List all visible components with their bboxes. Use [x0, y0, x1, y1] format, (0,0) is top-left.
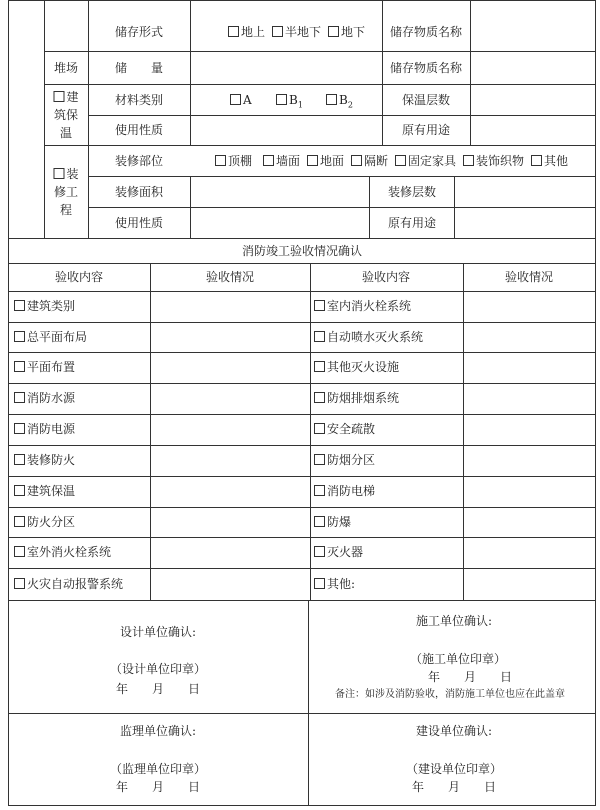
part-wall[interactable]: 墙面 — [263, 154, 300, 168]
checkbox-icon — [53, 91, 64, 102]
decoration-area-label: 装修面积 — [114, 185, 164, 199]
divider — [8, 568, 596, 569]
checkbox-icon — [14, 300, 25, 311]
supervision-seal: （监理单位印章） — [109, 762, 207, 776]
storage-option-above[interactable]: 地上 — [228, 25, 265, 39]
divider — [44, 84, 596, 85]
divider — [308, 600, 309, 806]
checkbox-icon — [14, 361, 25, 372]
acceptance-item[interactable]: 消防电源 — [14, 422, 75, 436]
acceptance-item[interactable]: 室外消火栓系统 — [14, 545, 111, 559]
storage-form-label: 储存形式 — [114, 25, 164, 39]
acceptance-item[interactable]: 防火分区 — [14, 515, 75, 529]
checkbox-icon — [395, 155, 406, 166]
divider — [8, 352, 596, 353]
checkbox-icon — [531, 155, 542, 166]
border-bottom — [8, 805, 596, 806]
acceptance-item[interactable]: 防烟排烟系统 — [314, 391, 399, 405]
storage-option-below[interactable]: 地下 — [328, 25, 365, 39]
design-date: 年 月 日 — [115, 682, 201, 696]
supervision-confirm-label: 监理单位确认: — [119, 724, 197, 738]
design-confirm-label: 设计单位确认: — [119, 625, 197, 639]
storage-option-semi[interactable]: 半地下 — [272, 25, 321, 39]
checkbox-icon — [314, 423, 325, 434]
owner-seal: （建设单位印章） — [405, 762, 503, 776]
checkbox-icon — [326, 94, 337, 105]
checkbox-icon — [314, 578, 325, 589]
divider — [44, 51, 596, 52]
acceptance-item[interactable]: 室内消火栓系统 — [314, 299, 411, 313]
divider — [8, 414, 596, 415]
material-option-a[interactable]: A — [230, 93, 252, 107]
decoration-part-label: 装修部位 — [114, 154, 164, 168]
acceptance-item[interactable]: 安全疏散 — [314, 422, 375, 436]
divider — [190, 0, 191, 145]
divider — [310, 263, 311, 600]
part-ceiling[interactable]: 顶棚 — [215, 154, 252, 168]
col-header-status-left: 验收情况 — [205, 270, 255, 284]
decoration-label-line-1[interactable]: 装 — [53, 167, 78, 181]
acceptance-item[interactable]: 防爆 — [314, 515, 351, 529]
acceptance-item[interactable]: 灭火器 — [314, 545, 363, 559]
checkbox-icon — [14, 546, 25, 557]
acceptance-item[interactable]: 建筑类别 — [14, 299, 75, 313]
construction-note: 备注：如涉及消防验收，消防施工单位也应在此盖章 — [335, 689, 565, 700]
divider — [8, 263, 596, 264]
checkbox-icon — [463, 155, 474, 166]
part-floor[interactable]: 地面 — [307, 154, 344, 168]
divider — [8, 600, 596, 601]
divider — [88, 0, 89, 238]
divider — [8, 238, 596, 239]
acceptance-item[interactable]: 消防水源 — [14, 391, 75, 405]
col-header-content-left: 验收内容 — [54, 270, 104, 284]
construction-date: 年 月 日 — [427, 670, 513, 684]
material-option-b1[interactable]: $B_1$ — [276, 93, 303, 112]
divider — [88, 115, 596, 116]
checkbox-icon — [314, 516, 325, 527]
divider — [8, 507, 596, 508]
divider — [44, 0, 45, 238]
checkbox-icon — [228, 26, 239, 37]
insulation-label-line-2: 筑保 — [53, 108, 79, 122]
divider — [382, 0, 383, 145]
checkbox-icon — [14, 516, 25, 527]
divider — [8, 291, 596, 292]
part-decorative-fabric[interactable]: 装饰织物 — [463, 154, 524, 168]
acceptance-item[interactable]: 其他: — [314, 577, 355, 591]
material-option-b2[interactable]: $B_2$ — [326, 93, 353, 112]
part-fixed-furniture[interactable]: 固定家具 — [395, 154, 456, 168]
part-other[interactable]: 其他 — [531, 154, 568, 168]
divider — [8, 322, 596, 323]
col-header-status-right: 验收情况 — [504, 270, 554, 284]
owner-date: 年 月 日 — [411, 780, 497, 794]
checkbox-icon — [14, 485, 25, 496]
storage-material-label: 储存物质名称 — [389, 25, 463, 39]
supervision-date: 年 月 日 — [115, 780, 201, 794]
checkbox-icon — [14, 392, 25, 403]
decoration-label-line-2: 修工 — [53, 185, 79, 199]
acceptance-item[interactable]: 建筑保温 — [14, 484, 75, 498]
acceptance-item[interactable]: 总平面布局 — [14, 330, 87, 344]
checkbox-icon — [328, 26, 339, 37]
checkbox-icon — [230, 94, 241, 105]
insulation-orig-use-label: 原有用途 — [401, 123, 451, 137]
divider — [463, 263, 464, 600]
insulation-label-line-1[interactable]: 建 — [53, 90, 78, 104]
divider — [470, 0, 471, 145]
checkbox-icon — [314, 331, 325, 342]
storage-amount-label: 储 量 — [114, 61, 164, 75]
decoration-orig-use-label: 原有用途 — [387, 216, 437, 230]
border-left — [8, 0, 9, 806]
divider — [150, 263, 151, 600]
checkbox-icon — [276, 94, 287, 105]
divider — [44, 145, 596, 146]
checkbox-icon — [314, 546, 325, 557]
insulation-use-label: 使用性质 — [114, 123, 164, 137]
checkbox-icon — [307, 155, 318, 166]
yard-label: 堆场 — [53, 61, 79, 75]
border-right — [595, 0, 596, 806]
owner-confirm-label: 建设单位确认: — [415, 724, 493, 738]
acceptance-item[interactable]: 平面布置 — [14, 360, 75, 374]
checkbox-icon — [14, 331, 25, 342]
checkbox-icon — [314, 300, 325, 311]
acceptance-item[interactable]: 其他灭火设施 — [314, 360, 399, 374]
checkbox-icon — [314, 454, 325, 465]
design-seal: （设计单位印章） — [109, 662, 207, 676]
acceptance-item[interactable]: 消防电梯 — [314, 484, 375, 498]
divider — [88, 207, 596, 208]
divider — [8, 445, 596, 446]
checkbox-icon — [53, 168, 64, 179]
border-top — [8, 0, 596, 1]
col-header-content-right: 验收内容 — [361, 270, 411, 284]
checkbox-icon — [314, 361, 325, 372]
decoration-layers-label: 装修层数 — [387, 185, 437, 199]
acceptance-item[interactable]: 装修防火 — [14, 453, 75, 467]
checkbox-icon — [314, 485, 325, 496]
divider — [8, 537, 596, 538]
fire-acceptance-form — [8, 0, 596, 806]
divider — [8, 713, 596, 714]
checkbox-icon — [351, 155, 362, 166]
decoration-label-line-3: 程 — [59, 203, 73, 217]
checkbox-icon — [272, 26, 283, 37]
checkbox-icon — [215, 155, 226, 166]
divider — [8, 476, 596, 477]
checkbox-icon — [314, 392, 325, 403]
part-partition[interactable]: 隔断 — [351, 154, 388, 168]
insulation-label-line-3: 温 — [59, 126, 73, 140]
construction-seal: （施工单位印章） — [409, 652, 507, 666]
acceptance-title: 消防竣工验收情况确认 — [241, 244, 363, 258]
acceptance-item[interactable]: 防烟分区 — [314, 453, 375, 467]
acceptance-item[interactable]: 自动喷水灭火系统 — [314, 330, 423, 344]
divider — [88, 176, 596, 177]
checkbox-icon — [263, 155, 274, 166]
yard-material-label: 储存物质名称 — [389, 61, 463, 75]
decoration-use-label: 使用性质 — [114, 216, 164, 230]
divider — [8, 383, 596, 384]
checkbox-icon — [14, 423, 25, 434]
insulation-layers-label: 保温层数 — [401, 93, 451, 107]
construction-confirm-label: 施工单位确认: — [415, 614, 493, 628]
material-type-label: 材料类别 — [114, 93, 164, 107]
checkbox-icon — [14, 578, 25, 589]
checkbox-icon — [14, 454, 25, 465]
acceptance-item[interactable]: 火灾自动报警系统 — [14, 577, 123, 591]
